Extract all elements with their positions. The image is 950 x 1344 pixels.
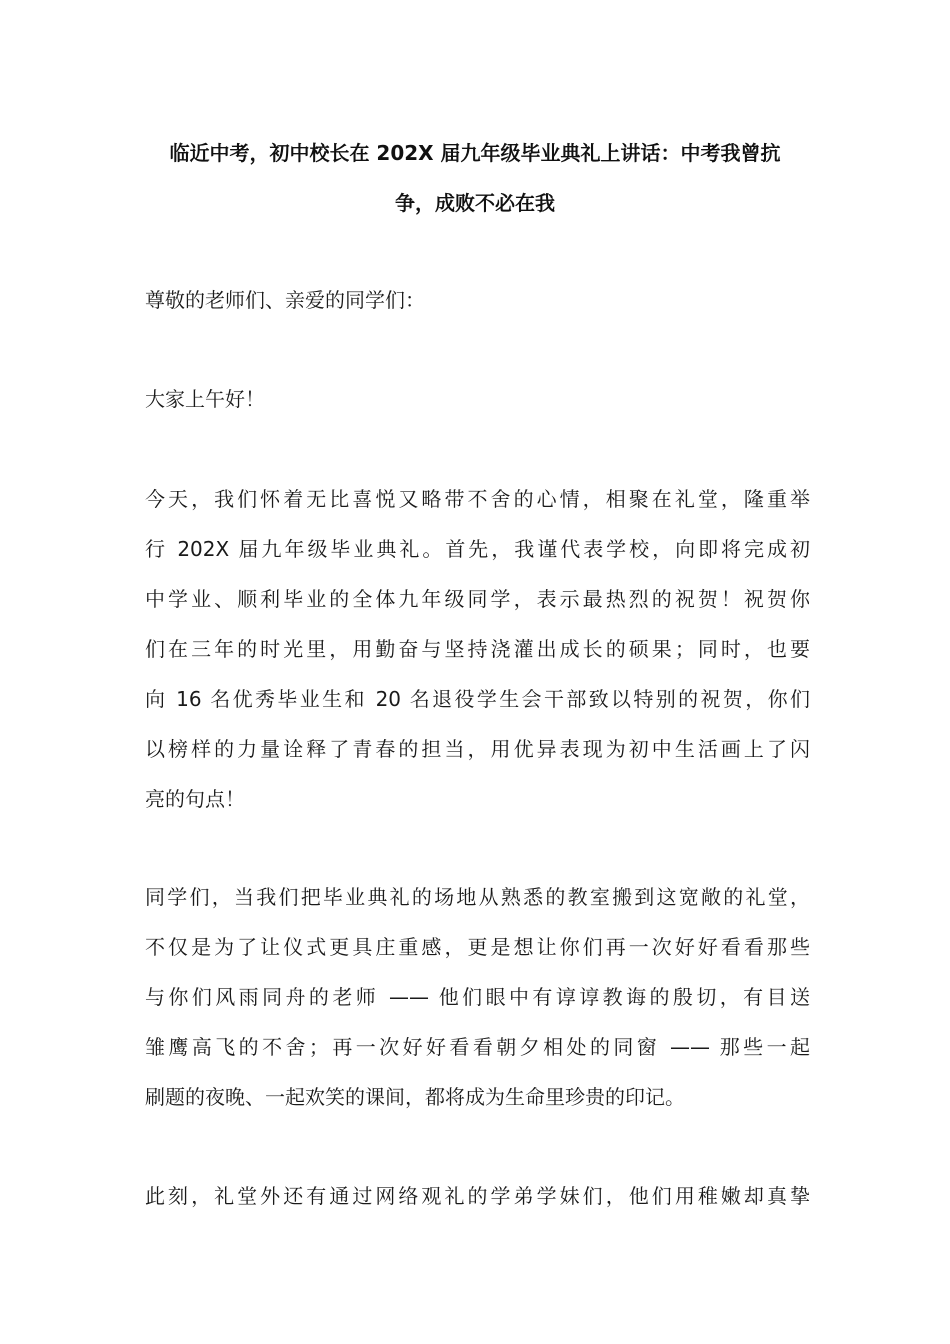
salutation: 尊敬的老师们、亲爱的同学们： (145, 288, 425, 312)
paragraph-line: 以榜样的力量诠释了青春的担当，用优异表现为初中生活画上了闪 (145, 737, 810, 761)
paragraph-line: 此刻，礼堂外还有通过网络观礼的学弟学妹们，他们用稚嫩却真挚 (145, 1184, 810, 1208)
document-title (140, 128, 810, 228)
paragraph-line: 同学们，当我们把毕业典礼的场地从熟悉的教室搬到这宽敞的礼堂， (145, 885, 810, 909)
paragraph-line: 刷题的夜晚、一起欢笑的课间，都将成为生命里珍贵的印记。 (145, 1085, 685, 1109)
paragraph-line: 不仅是为了让仪式更具庄重感，更是想让你们再一次好好看看那些 (145, 935, 810, 959)
paragraph-line: 雏鹰高飞的不舍；再一次好好看看朝夕相处的同窗 —— 那些一起 (145, 1035, 810, 1059)
paragraph-line: 今天，我们怀着无比喜悦又略带不舍的心情，相聚在礼堂，隆重举 (145, 487, 810, 511)
paragraph-3 (145, 1171, 810, 1221)
paragraph-1 (145, 474, 810, 824)
title-line: 临近中考，初中校长在 202X 届九年级毕业典礼上讲话：中考我曾抗 (169, 141, 781, 165)
paragraph-line: 们在三年的时光里，用勤奋与坚持浇灌出成长的硕果；同时，也要 (145, 637, 810, 661)
paragraph-2 (145, 872, 810, 1122)
greeting: 大家上午好！ (145, 387, 265, 411)
title-line: 争，成败不必在我 (395, 191, 555, 215)
paragraph-line: 行 202X 届九年级毕业典礼。首先，我谨代表学校，向即将完成初 (145, 537, 810, 561)
paragraph-line: 向 16 名优秀毕业生和 20 名退役学生会干部致以特别的祝贺，你们 (145, 687, 810, 711)
paragraph-line: 中学业、顺利毕业的全体九年级同学，表示最热烈的祝贺！祝贺你 (145, 587, 810, 611)
paragraph-line: 亮的句点！ (145, 787, 245, 811)
paragraph-line: 与你们风雨同舟的老师 —— 他们眼中有谆谆教诲的殷切，有目送 (145, 985, 810, 1009)
